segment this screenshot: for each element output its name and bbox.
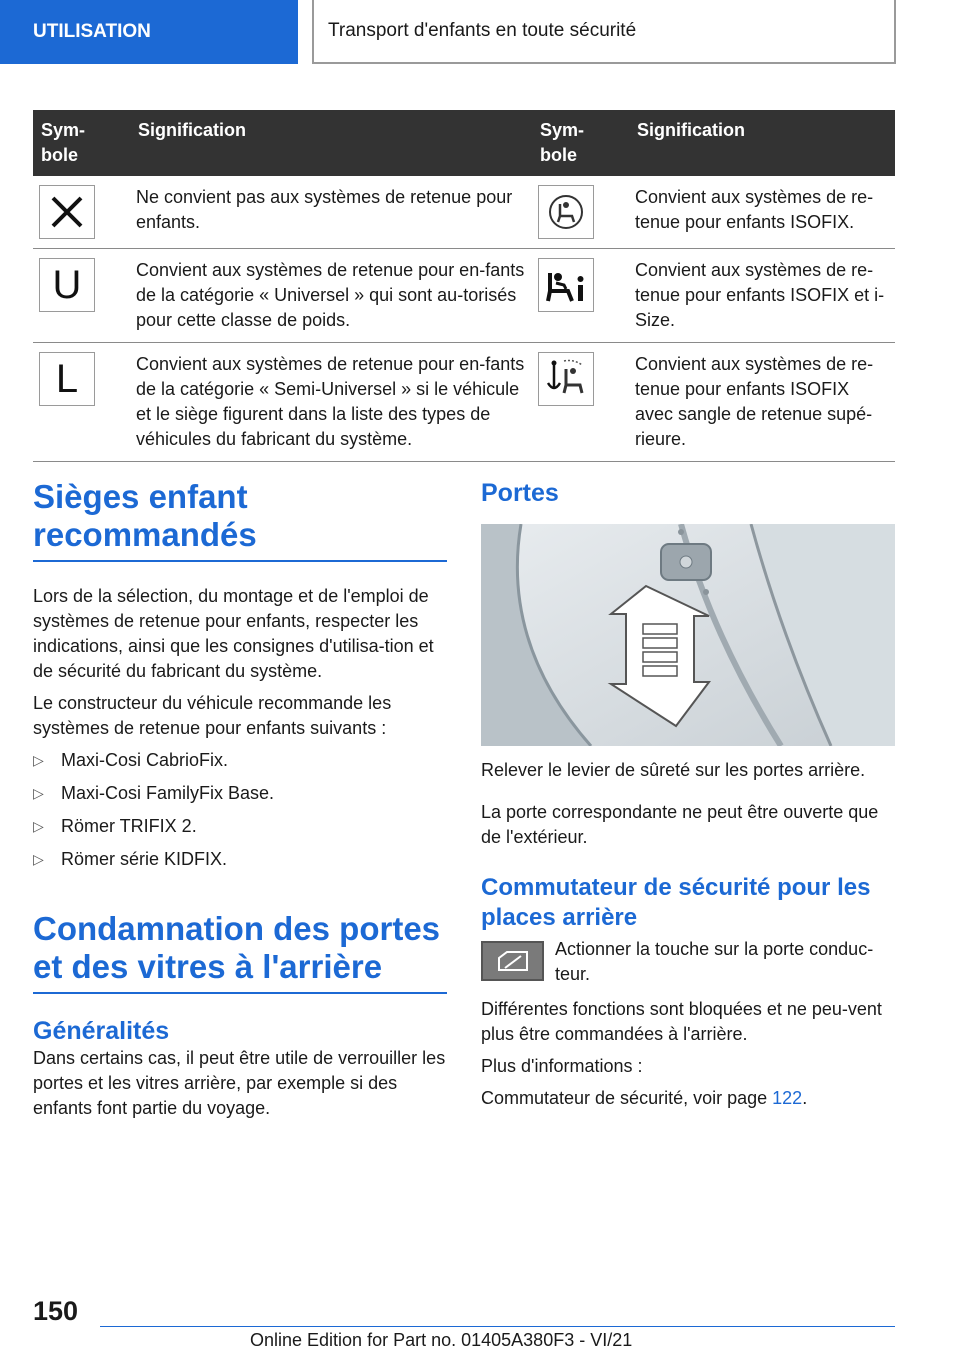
paragraph: Le constructeur du véhicule recommande les systèmes de retenue pour enfants suivants :	[33, 693, 392, 738]
paragraph: Actionner la touche sur la porte conduc-teur.	[555, 939, 874, 984]
triangle-bullet-icon: ▷	[33, 752, 44, 768]
heading-recommended-seats: Sièges enfant recommandés	[33, 478, 447, 562]
table-cell-text: Convient aux systèmes de retenue pour en-fants de la catégorie « Universel » qui sont au-torisés pour cette classe de poids.	[130, 249, 532, 343]
table-header-meaning: Signification	[130, 110, 532, 176]
table-cell-text: Convient aux systèmes de re-tenue pour enfants ISOFIX avec sangle de retenue supé-rieure.	[629, 343, 895, 462]
paragraph: La porte correspondante ne peut être ouverte que de l'extérieur.	[481, 802, 879, 847]
heading-general: Généralités	[33, 1017, 170, 1045]
table-cell-text: Convient aux systèmes de retenue pour en-fants de la catégorie « Semi-Universel » si le véhicule et le siège figurent dans la liste des types de véhicules du fabricant du système.	[130, 343, 532, 462]
heading-door-lock: Condamnation des portes et des vitres à l'arrière	[33, 910, 447, 994]
heading-doors: Portes	[481, 479, 559, 507]
page-number: 150	[33, 1296, 79, 1326]
semi-universal-symbol: L	[39, 352, 95, 406]
table-header-row	[33, 110, 895, 176]
footer-divider	[100, 1326, 895, 1327]
not-suitable-symbol	[39, 185, 95, 239]
table-header-meaning: Signification	[629, 110, 895, 176]
table-cell-text: Convient aux systèmes de re-tenue pour enfants ISOFIX et i-Size.	[629, 249, 895, 343]
door-lever-illustration	[481, 524, 895, 746]
paragraph: Relever le levier de sûreté sur les portes arrière.	[481, 760, 866, 780]
header-section: UTILISATION	[0, 0, 298, 64]
universal-symbol: U	[39, 258, 95, 312]
table-cell-text: Convient aux systèmes de re-tenue pour enfants ISOFIX.	[629, 176, 895, 249]
table-cell-text: Ne convient pas aux systèmes de retenue pour enfants.	[130, 176, 532, 249]
left-column	[33, 478, 447, 1128]
page-link[interactable]: 122	[772, 1088, 803, 1108]
table-row	[33, 249, 895, 343]
isize-seat-icon	[538, 258, 594, 312]
paragraph: Lors de la sélection, du montage et de l'emploi de systèmes de retenue pour enfants, respecter les indications, ainsi que les consignes d'utilisa-tion et de sécurité du fabricant du système.	[33, 586, 434, 681]
table-row	[33, 343, 895, 462]
table-header-symbol: Sym- bole	[33, 110, 130, 176]
isofix-seat-icon	[538, 185, 594, 239]
paragraph: Différentes fonctions sont bloquées et ne peu-vent plus être commandées à l'arrière.	[481, 999, 882, 1044]
list-item: ▷ Maxi-Cosi CabrioFix.	[33, 748, 447, 773]
triangle-bullet-icon: ▷	[33, 818, 44, 834]
triangle-bullet-icon: ▷	[33, 785, 44, 801]
switch-row	[481, 937, 895, 987]
recommended-seats-list	[33, 748, 447, 872]
list-item: ▷ Römer série KIDFIX.	[33, 847, 447, 872]
paragraph: Dans certains cas, il peut être utile de verrouiller les portes et les vitres arrière, par exemple si des enfants font partie du voyage.	[33, 1048, 446, 1118]
window-lock-button-icon	[481, 941, 544, 981]
table-row	[33, 176, 895, 249]
right-column	[481, 478, 895, 1118]
cross-icon	[50, 195, 84, 229]
paragraph: Commutateur de sécurité, voir page 122.	[481, 1088, 808, 1108]
header-chapter: Transport d'enfants en toute sécurité	[312, 0, 896, 64]
list-item: ▷ Maxi-Cosi FamilyFix Base.	[33, 781, 447, 806]
tether-seat-icon	[538, 352, 594, 406]
footer-edition: Online Edition for Part no. 01405A380F3 - VI/21	[250, 1330, 633, 1350]
table-header-symbol: Sym- bole	[532, 110, 629, 176]
symbol-table	[33, 110, 895, 462]
triangle-bullet-icon: ▷	[33, 851, 44, 867]
paragraph: Plus d'informations :	[481, 1056, 643, 1076]
list-item: ▷ Römer TRIFIX 2.	[33, 814, 447, 839]
heading-safety-switch: Commutateur de sécurité pour les places arrière	[481, 874, 871, 931]
